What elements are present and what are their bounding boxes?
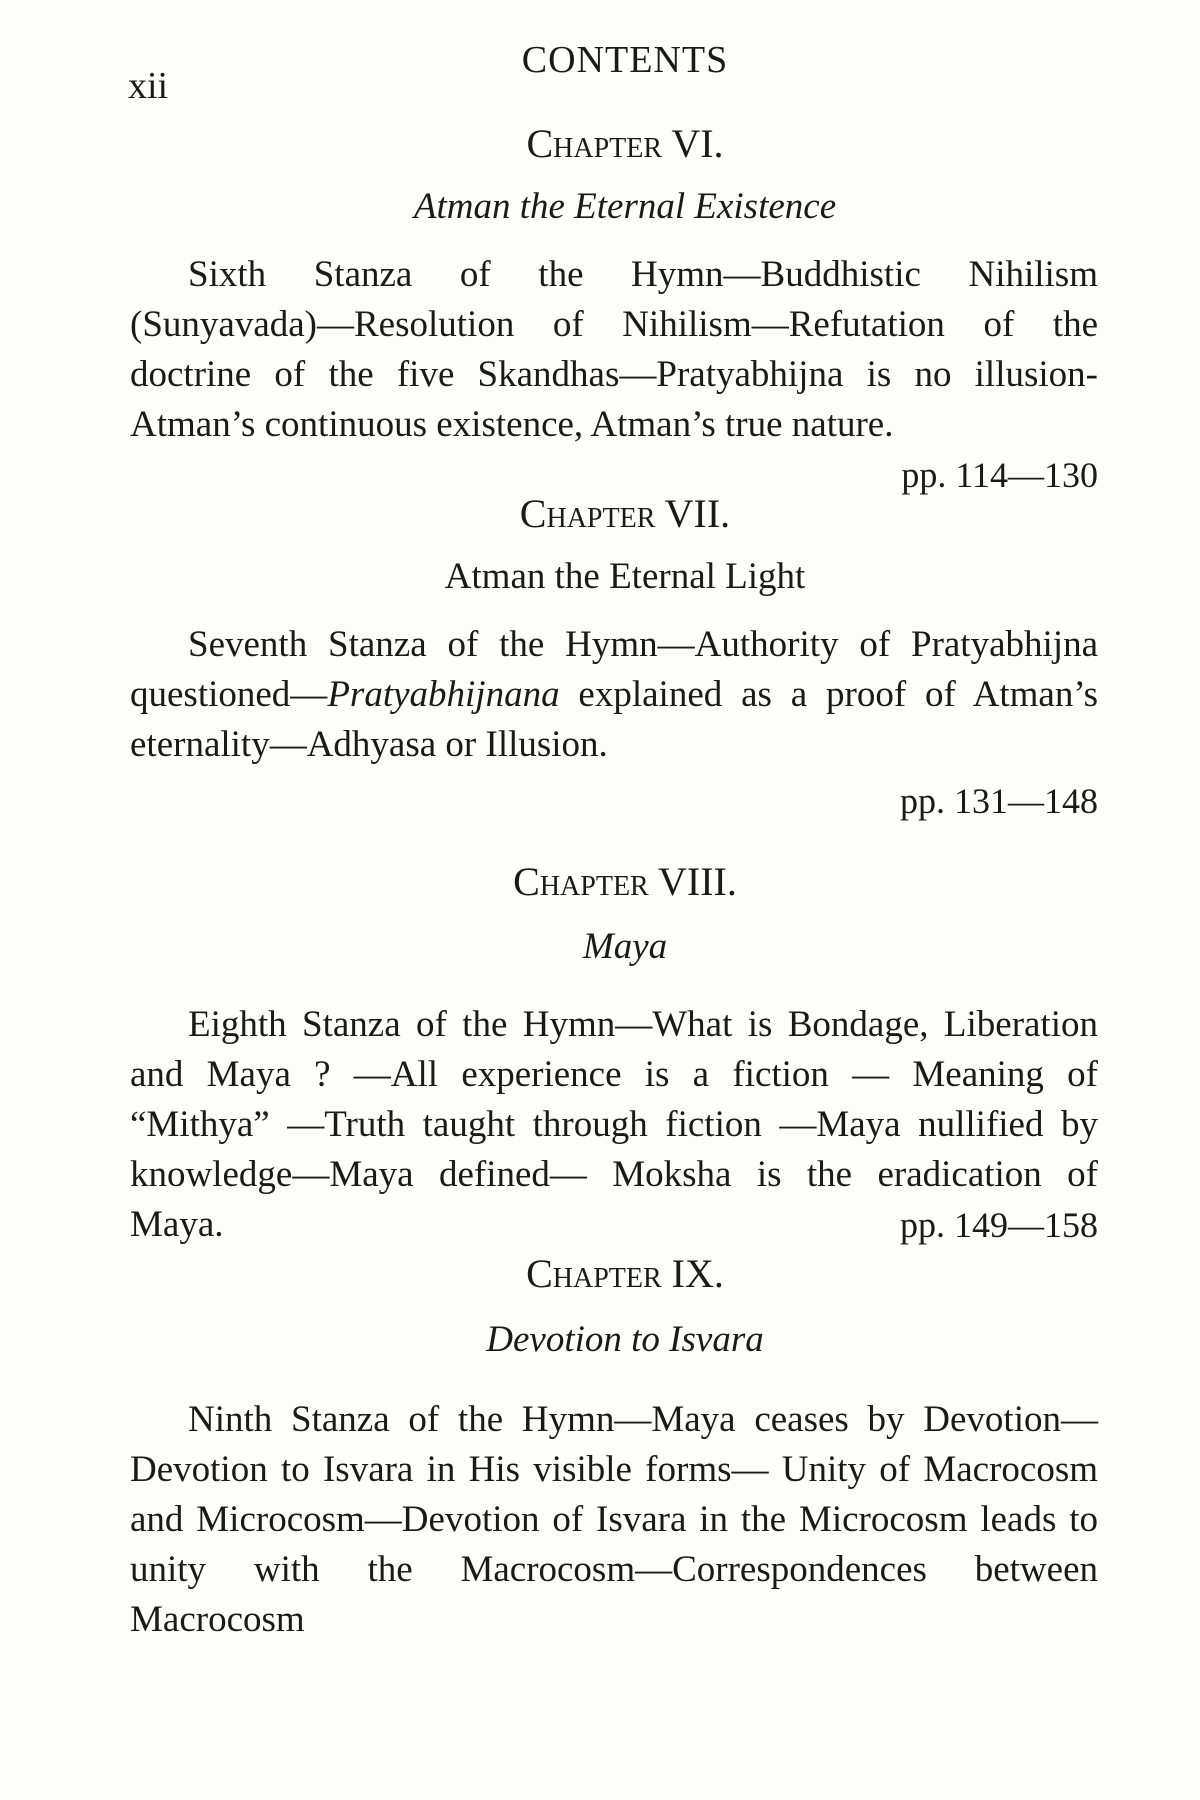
summary-text: Ninth Stanza of the Hymn—Maya ceases by Devotion—Devotion to Isvara in His visible forms— Unity of Macrocosm and Microcosm—Devotion of Isvara in the Microcosm leads to unity with the Macrocosm—Correspondences between Macrocosm bbox=[130, 1399, 1098, 1640]
page-range: pp. 114—130 bbox=[901, 455, 1098, 495]
summary-italic-term: Pratyabhijnana bbox=[327, 674, 560, 715]
chapter-heading: Chapter IX. bbox=[526, 1251, 724, 1296]
summary-text: Sixth Stanza of the Hymn—Buddhistic Nihilism (Sunyavada)—Resolution of Nihilism—Refutation of the doctrine of the five Skandhas—Pratyabhijna is no illusion-Atman’s continuous existence, Atman’s true nature. bbox=[130, 254, 1098, 445]
chapter-summary bbox=[130, 1395, 1098, 1645]
chapter-subtitle: Atman the Eternal Existence bbox=[413, 186, 837, 227]
chapter-heading: Chapter VIII. bbox=[513, 859, 737, 904]
chapter-summary bbox=[130, 1000, 1098, 1250]
summary-text: explained as a proof of Atman’s eternality—Adhyasa or Illusion. bbox=[130, 674, 1098, 765]
summary-text: Seventh Stanza of the Hymn—Authority of Pratyabhijna questioned— bbox=[130, 624, 1098, 715]
page-range: pp. 131—148 bbox=[900, 781, 1098, 821]
chapter-heading: Chapter VII. bbox=[519, 491, 731, 536]
summary-text: Eighth Stanza of the Hymn—What is Bondage, Liberation and Maya ? —All experience is a fiction — Meaning of “Mithya” —Truth taught through fiction —Maya nullified by knowledge—Maya defined— Moksha is the eradication of Maya. bbox=[130, 1004, 1098, 1245]
chapter-subtitle: Devotion to Isvara bbox=[486, 1319, 764, 1360]
running-head: CONTENTS bbox=[521, 39, 729, 81]
page-range: pp. 149—158 bbox=[900, 1205, 1098, 1245]
chapter-summary bbox=[130, 620, 1098, 770]
chapter-subtitle: Maya bbox=[582, 926, 668, 967]
chapter-heading: Chapter VI. bbox=[526, 121, 724, 166]
chapter-summary bbox=[130, 250, 1098, 500]
chapter-subtitle: Atman the Eternal Light bbox=[444, 556, 806, 597]
page-number: xii bbox=[128, 65, 169, 107]
